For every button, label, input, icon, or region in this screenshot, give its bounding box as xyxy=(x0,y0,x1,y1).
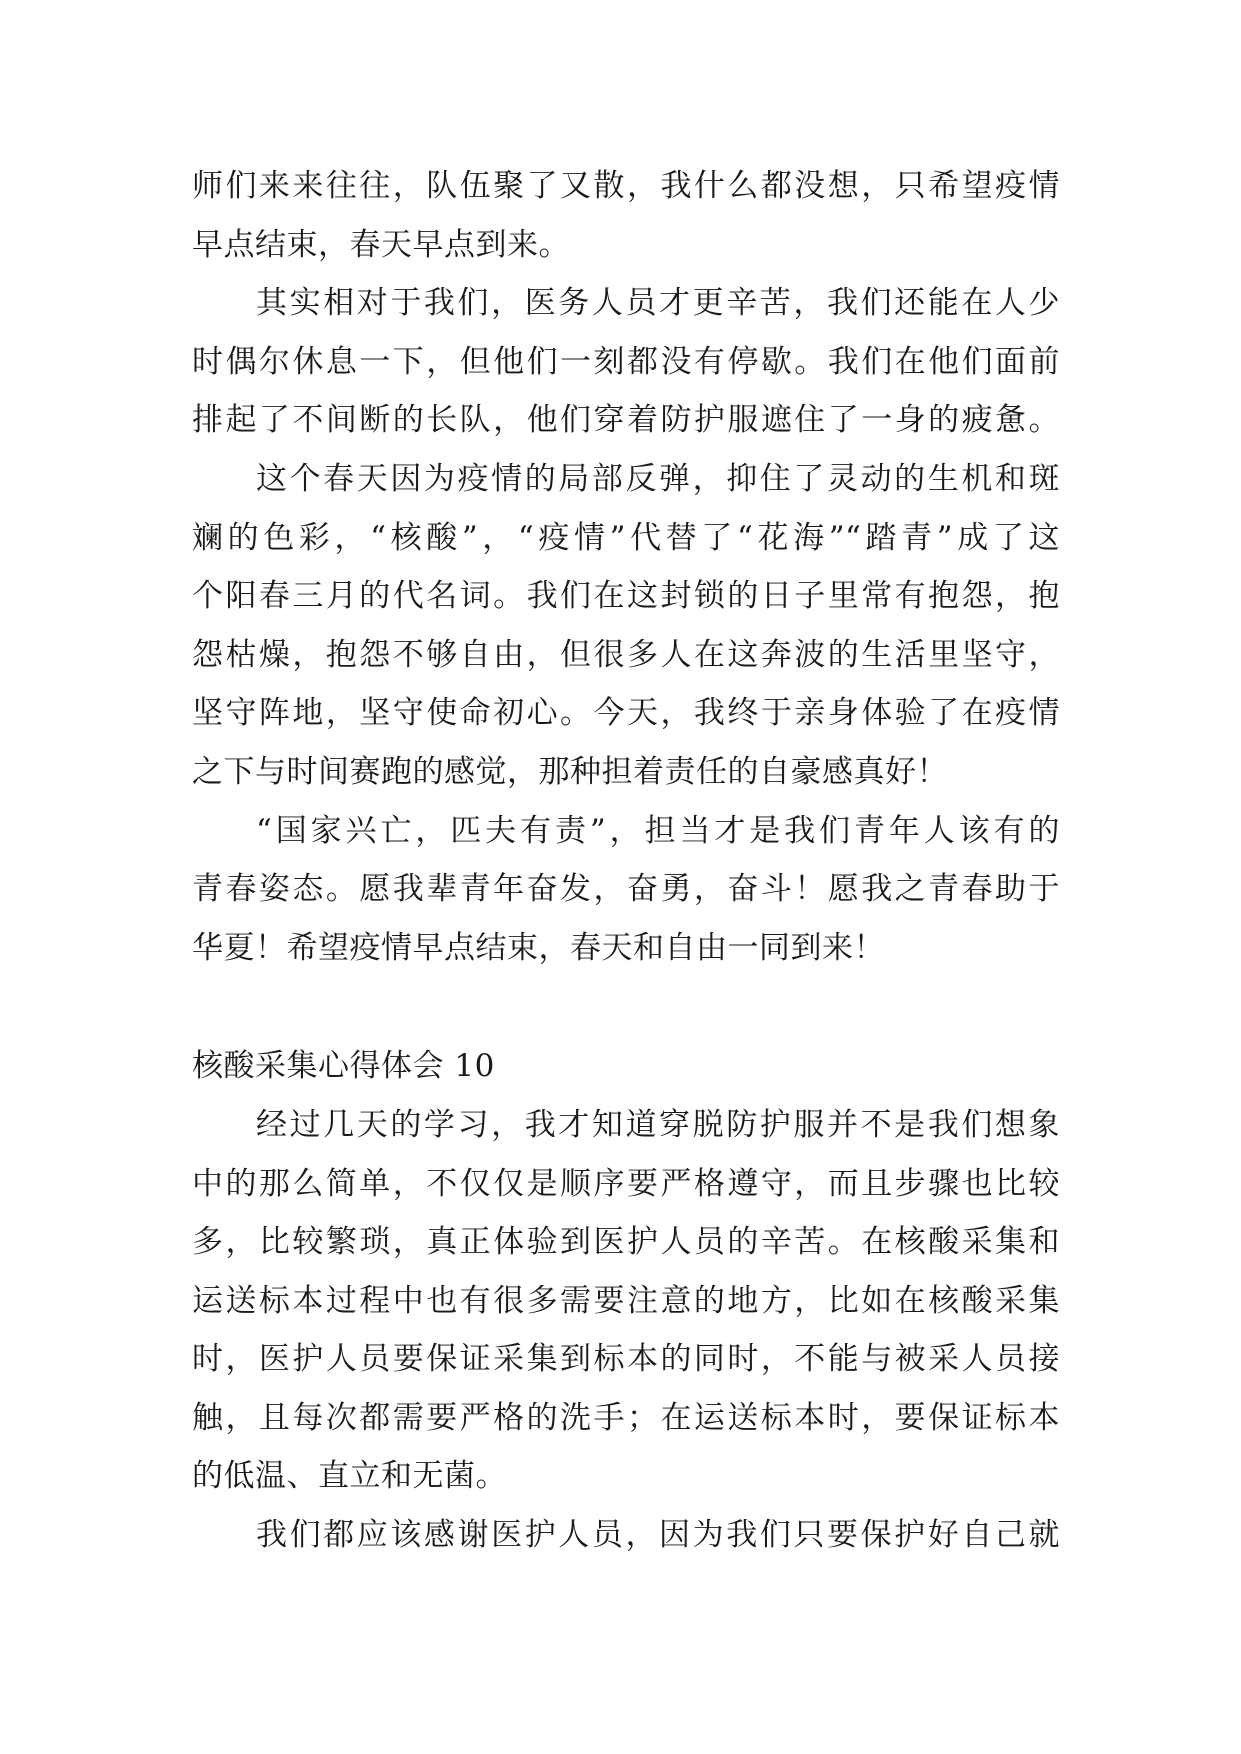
text-line: 的低温、直立和无菌。 xyxy=(192,1458,507,1495)
section-spacer xyxy=(192,977,1060,1037)
text-line: 师们来来往往，队伍聚了又散，我什么都没想，只希望疫情 xyxy=(192,168,1060,204)
section-heading: 核酸采集心得体会 10 xyxy=(192,1048,495,1085)
text-line: 其实相对于我们，医务人员才更辛苦，我们还能在人少 xyxy=(256,285,1060,322)
text-line: 斓的色彩，“核酸”，“疫情”代替了“花海”“踏青”成了这 xyxy=(192,519,1060,556)
text-line: 怨枯燥，抱怨不够自由，但很多人在这奔波的生活里坚守， xyxy=(192,636,1060,673)
text-line: 触，且每次都需要严格的洗手；在运送标本时，要保证标本 xyxy=(192,1399,1060,1436)
text-line: 之下与时间赛跑的感觉，那种担着责任的自豪感真好！ xyxy=(192,753,948,790)
text-line: 这个春天因为疫情的局部反弹，抑住了灵动的生机和斑 xyxy=(256,460,1060,497)
text-line: 时，医护人员要保证采集到标本的同时，不能与被采人员接 xyxy=(192,1341,1060,1378)
text-line: 时偶尔休息一下，但他们一刻都没有停歇。我们在他们面前 xyxy=(192,343,1060,380)
text-line: 中的那么简单，不仅仅是顺序要严格遵守，而且步骤也比较 xyxy=(192,1165,1060,1202)
text-line: 坚守阵地，坚守使命初心。今天，我终于亲身体验了在疫情 xyxy=(192,695,1060,732)
text-line: 华夏！希望疫情早点结束，春天和自由一同到来！ xyxy=(192,929,885,966)
text-line: “国家兴亡，匹夫有责”，担当才是我们青年人该有的 xyxy=(256,812,1060,849)
text-line: 我们都应该感谢医护人员，因为我们只要保护好自己就 xyxy=(256,1517,1060,1554)
text-line: 青春姿态。愿我辈青年奋发，奋勇，奋斗！愿我之青春助于 xyxy=(192,871,1060,908)
text-line: 个阳春三月的代名词。我们在这封锁的日子里常有抱怨，抱 xyxy=(192,578,1060,615)
text-line: 经过几天的学习，我才知道穿脱防护服并不是我们想象 xyxy=(256,1106,1060,1143)
text-line: 多，比较繁琐，真正体验到医护人员的辛苦。在核酸采集和 xyxy=(192,1224,1060,1261)
text-line: 排起了不间断的长队，他们穿着防护服遮住了一身的疲惫。 xyxy=(192,402,1060,439)
text-line: 运送标本过程中也有很多需要注意的地方，比如在核酸采集 xyxy=(192,1282,1060,1319)
text-line: 早点结束，春天早点到来。 xyxy=(192,226,570,263)
document-body xyxy=(192,157,1060,1565)
